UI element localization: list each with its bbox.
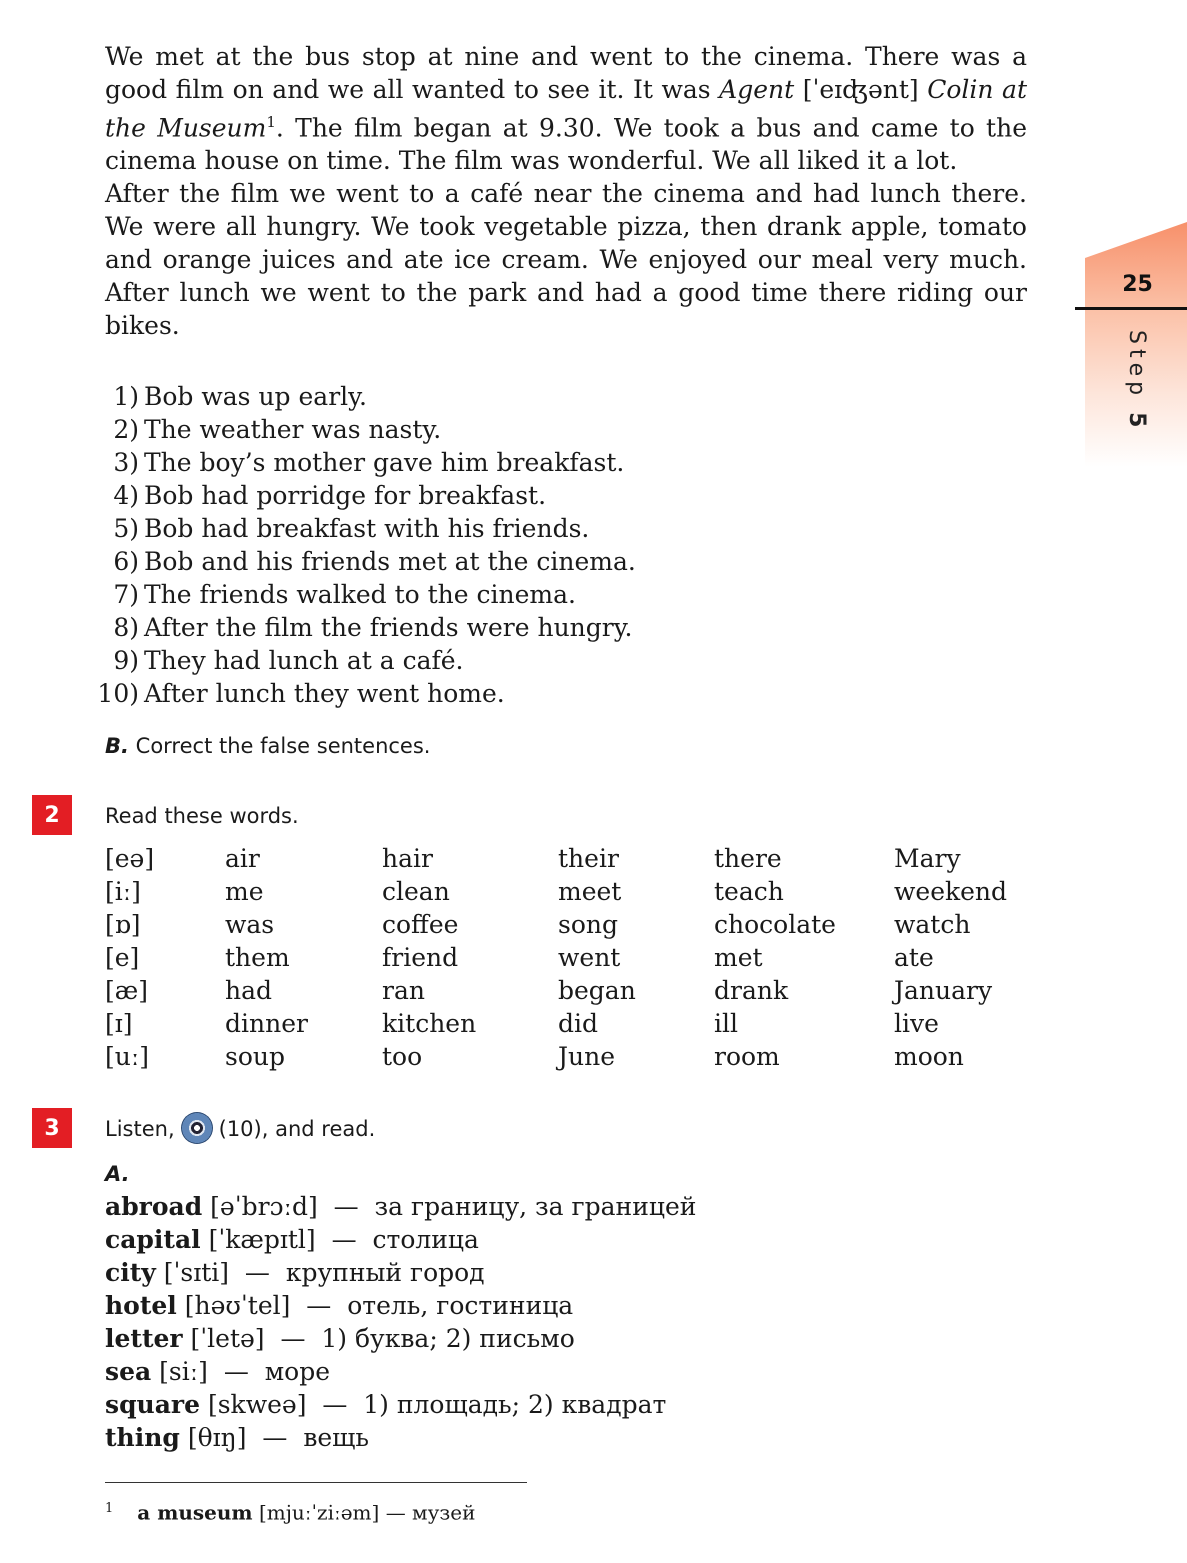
practice-word: air <box>225 844 260 873</box>
vocab-transcription: [skweə] <box>207 1390 307 1419</box>
statement-item <box>88 611 788 644</box>
phonics-row <box>105 1007 1035 1040</box>
practice-word: kitchen <box>382 1009 477 1038</box>
practice-word: too <box>382 1042 423 1071</box>
practice-word: ate <box>894 943 934 972</box>
vocab-dash: — <box>306 1291 332 1320</box>
practice-word: had <box>225 976 273 1005</box>
vocab-entry <box>105 1322 905 1355</box>
footnote-mark: 1 <box>105 1501 114 1516</box>
statement-item <box>88 479 788 512</box>
practice-word: watch <box>894 910 971 939</box>
vocab-translation: море <box>264 1357 331 1386</box>
footnote-translation: музей <box>412 1500 476 1525</box>
page-number: 25 <box>1122 272 1153 297</box>
vocab-transcription: [ˈsɪti] <box>163 1258 229 1287</box>
vocab-transcription: [siː] <box>159 1357 208 1386</box>
statement-number: 10) <box>97 679 139 708</box>
statement-text: Bob and his friends met at the cinema. <box>144 547 636 576</box>
footnote-word: a museum <box>137 1500 253 1525</box>
practice-word: coffee <box>382 910 459 939</box>
practice-word: there <box>714 844 782 873</box>
page-number-divider <box>1075 307 1187 310</box>
statement-number: 9) <box>113 646 139 675</box>
part-b-label: B. <box>105 734 129 758</box>
statement-list <box>88 380 788 710</box>
phoneme-symbol: [e] <box>105 943 140 972</box>
footnote-transcription: [mjuːˈziːəm] <box>258 1500 380 1525</box>
vocab-word: letter <box>105 1324 183 1353</box>
reading-passage <box>105 40 1027 342</box>
part-a-label: A. <box>105 1162 130 1186</box>
practice-word: did <box>558 1009 599 1038</box>
practice-word: weekend <box>894 877 1008 906</box>
passage-paragraph-1 <box>105 40 1027 177</box>
task-2-instruction: Read these words. <box>105 804 299 828</box>
vocab-dash: — <box>223 1357 249 1386</box>
statement-item <box>88 644 788 677</box>
practice-word: June <box>558 1042 616 1071</box>
film-title-part: Agent <box>719 75 795 104</box>
vocab-dash: — <box>262 1423 288 1452</box>
statement-item <box>88 512 788 545</box>
phonics-row <box>105 974 1035 1007</box>
footnote-dash: — <box>385 1500 406 1525</box>
practice-word: drank <box>714 976 789 1005</box>
task-3-listen: Listen, <box>105 1117 175 1141</box>
practice-word: was <box>225 910 275 939</box>
statement-number: 1) <box>113 382 139 411</box>
vocab-word: thing <box>105 1423 180 1452</box>
vocab-word: abroad <box>105 1192 203 1221</box>
statement-item <box>88 380 788 413</box>
vocab-translation: 1) буква; 2) письмо <box>321 1324 575 1353</box>
statement-text: After the film the friends were hungry. <box>144 613 633 642</box>
vocab-word: sea <box>105 1357 152 1386</box>
footnote <box>105 1495 475 1527</box>
footnote-divider <box>105 1482 527 1483</box>
cd-disc-icon[interactable] <box>181 1112 213 1144</box>
passage-text: . The film began at 9.30. We took a bus and came to the cinema house on time. The film was wonderful. We all liked it a lot. <box>105 113 1027 176</box>
phonics-row <box>105 1040 1035 1073</box>
step-number: 5 <box>1124 412 1149 433</box>
vocab-entry <box>105 1388 905 1421</box>
practice-word: room <box>714 1042 780 1071</box>
phoneme-symbol: [iː] <box>105 877 141 906</box>
practice-word: soup <box>225 1042 285 1071</box>
vocab-transcription: [əˈbrɔːd] <box>210 1192 318 1221</box>
statement-number: 3) <box>113 448 139 477</box>
vocab-entry <box>105 1355 905 1388</box>
vocab-transcription: [həʊˈtel] <box>184 1291 291 1320</box>
phoneme-symbol: [æ] <box>105 976 149 1005</box>
vocabulary-list <box>105 1190 905 1454</box>
vocab-transcription: [ˈkæpɪtl] <box>208 1225 316 1254</box>
passage-text: We met at the bus stop at nine and went to the cinema. There was a good film on and we all wanted to see it. It was <box>105 42 1027 104</box>
statement-text: They had lunch at a café. <box>144 646 464 675</box>
vocab-transcription: [ˈletə] <box>190 1324 265 1353</box>
phoneme-symbol: [eə] <box>105 844 155 873</box>
vocab-entry <box>105 1421 905 1454</box>
vocab-dash: — <box>331 1225 357 1254</box>
step-word: Step <box>1124 330 1149 401</box>
practice-word: meet <box>558 877 622 906</box>
statement-item <box>88 545 788 578</box>
step-label <box>1124 330 1149 432</box>
film-title-part: Colin at the Museum <box>105 75 1027 143</box>
vocab-transcription: [θɪŋ] <box>187 1423 247 1452</box>
statement-text: Bob was up early. <box>144 382 367 411</box>
vocab-word: city <box>105 1258 156 1287</box>
phonics-row <box>105 908 1035 941</box>
task-3-badge: 3 <box>32 1108 72 1148</box>
vocab-dash: — <box>322 1390 348 1419</box>
phoneme-symbol: [ɪ] <box>105 1009 133 1038</box>
task-3-instruction <box>105 1114 375 1146</box>
statement-item <box>88 578 788 611</box>
statement-text: Bob had porridge for breakfast. <box>144 481 547 510</box>
statement-item <box>88 446 788 479</box>
phonics-row <box>105 842 1035 875</box>
practice-word: January <box>894 976 993 1005</box>
statement-text: The weather was nasty. <box>144 415 442 444</box>
practice-word: began <box>558 976 636 1005</box>
phoneme-symbol: [uː] <box>105 1042 150 1071</box>
statement-number: 2) <box>113 415 139 444</box>
statement-text: Bob had breakfast with his friends. <box>144 514 590 543</box>
vocab-translation: отель, гостиница <box>347 1291 574 1320</box>
practice-word: ill <box>714 1009 738 1038</box>
vocab-entry <box>105 1190 905 1223</box>
vocab-word: capital <box>105 1225 201 1254</box>
part-b-text: Correct the false sentences. <box>128 734 431 758</box>
statement-item <box>88 677 788 710</box>
practice-word: dinner <box>225 1009 308 1038</box>
passage-paragraph-2: After the film we went to a café near the cinema and had lunch there. We were all hungry. We took vegetable pizza, then drank apple, tomato and orange juices and ate ice cream. We enjoyed our meal very much. After lunch we went to the park and had a good time there riding our bikes. <box>105 179 1027 341</box>
transcription: [ˈeɪʤənt] <box>794 75 928 104</box>
task-2-badge: 2 <box>32 795 72 835</box>
statement-text: The boy’s mother gave him breakfast. <box>144 448 625 477</box>
vocab-translation: крупный город <box>285 1258 485 1287</box>
part-b-instruction <box>105 732 430 760</box>
vocab-translation: вещь <box>303 1423 370 1452</box>
practice-word: them <box>225 943 290 972</box>
footnote-marker: 1 <box>266 113 276 131</box>
vocab-word: square <box>105 1390 201 1419</box>
statement-number: 6) <box>113 547 139 576</box>
practice-word: hair <box>382 844 433 873</box>
statement-number: 4) <box>113 481 139 510</box>
phonics-row <box>105 941 1035 974</box>
vocab-entry <box>105 1223 905 1256</box>
practice-word: me <box>225 877 264 906</box>
vocab-entry <box>105 1289 905 1322</box>
practice-word: Mary <box>894 844 961 873</box>
statement-number: 7) <box>113 580 139 609</box>
practice-word: live <box>894 1009 939 1038</box>
practice-word: went <box>558 943 621 972</box>
statement-number: 8) <box>113 613 139 642</box>
vocab-entry <box>105 1256 905 1289</box>
statement-item <box>88 413 788 446</box>
practice-word: clean <box>382 877 450 906</box>
vocab-dash: — <box>333 1192 359 1221</box>
phonics-word-table <box>105 842 1035 1073</box>
statement-number: 5) <box>113 514 139 543</box>
vocab-word: hotel <box>105 1291 177 1320</box>
vocab-dash: — <box>280 1324 306 1353</box>
practice-word: chocolate <box>714 910 836 939</box>
practice-word: teach <box>714 877 784 906</box>
practice-word: friend <box>382 943 459 972</box>
practice-word: met <box>714 943 763 972</box>
statement-text: After lunch they went home. <box>144 679 505 708</box>
audio-track-number: (10), <box>218 1117 269 1141</box>
task-3-read: and read. <box>275 1117 376 1141</box>
vocab-translation: столица <box>372 1225 479 1254</box>
practice-word: song <box>558 910 618 939</box>
vocab-translation: за границу, за границей <box>374 1192 697 1221</box>
vocab-dash: — <box>244 1258 270 1287</box>
statement-text: The friends walked to the cinema. <box>144 580 576 609</box>
practice-word: their <box>558 844 619 873</box>
phonics-row <box>105 875 1035 908</box>
phoneme-symbol: [ɒ] <box>105 910 141 939</box>
practice-word: ran <box>382 976 425 1005</box>
vocab-translation: 1) площадь; 2) квадрат <box>363 1390 667 1419</box>
practice-word: moon <box>894 1042 964 1071</box>
